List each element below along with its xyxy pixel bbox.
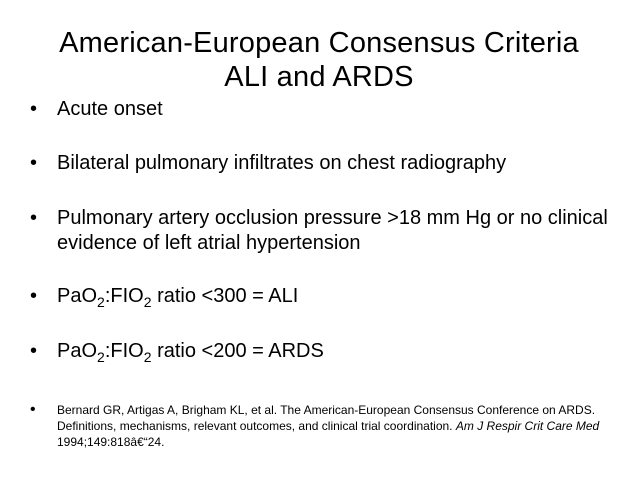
pao-subscript: 2 [97, 348, 105, 365]
pao-label: PaO [57, 285, 98, 307]
reference-journal: Am J Respir Crit Care Med [455, 419, 600, 433]
bullet-text: Bilateral pulmonary infiltrates on chest radiography [57, 152, 507, 174]
bullet-marker: • [30, 152, 38, 174]
pao-subscript: 2 [97, 293, 105, 310]
bullet-marker: • [30, 340, 38, 362]
bullet-marker: • [30, 207, 38, 229]
ratio-text: ratio <300 = ALI [151, 285, 299, 307]
bullet-marker: • [30, 401, 36, 418]
bullet-bilateral-infiltrates [30, 151, 610, 176]
bullet-text: Pulmonary artery occlusion pressure >18 mm Hg or no clinical evidence of left atrial hypertension [57, 207, 608, 254]
bullet-acute-onset [30, 97, 610, 122]
reference-text [57, 402, 610, 450]
bullet-marker: • [30, 98, 38, 120]
bullet-text: Acute onset [57, 98, 163, 120]
fio-subscript: 2 [143, 348, 152, 365]
ratio-text: ratio <200 = ARDS [151, 340, 324, 362]
pao-label: PaO [57, 340, 98, 362]
reference-body: Bernard GR, Artigas A, Brigham KL, et al. The American-European Consensus Conference on ARDS. Definitions, mechanisms, relevant outcomes, and clinical trial coordination. [57, 403, 596, 433]
fio-label: :FIO [104, 285, 144, 307]
fio-subscript: 2 [143, 293, 152, 310]
bullet-occlusion-pressure [30, 206, 610, 256]
bullet-ratio-ali [30, 284, 610, 309]
title-line-2: ALI and ARDS [224, 61, 414, 93]
slide-title [20, 26, 618, 94]
title-line-1: American-European Consensus Criteria [59, 27, 579, 59]
bullet-marker: • [30, 285, 38, 307]
bullet-text [57, 339, 610, 364]
bullet-text [57, 284, 610, 309]
fio-label: :FIO [104, 340, 144, 362]
reference-volume: 1994;149:818â€“24. [57, 435, 165, 449]
reference-citation [30, 402, 610, 450]
bullet-ratio-ards [30, 339, 610, 364]
